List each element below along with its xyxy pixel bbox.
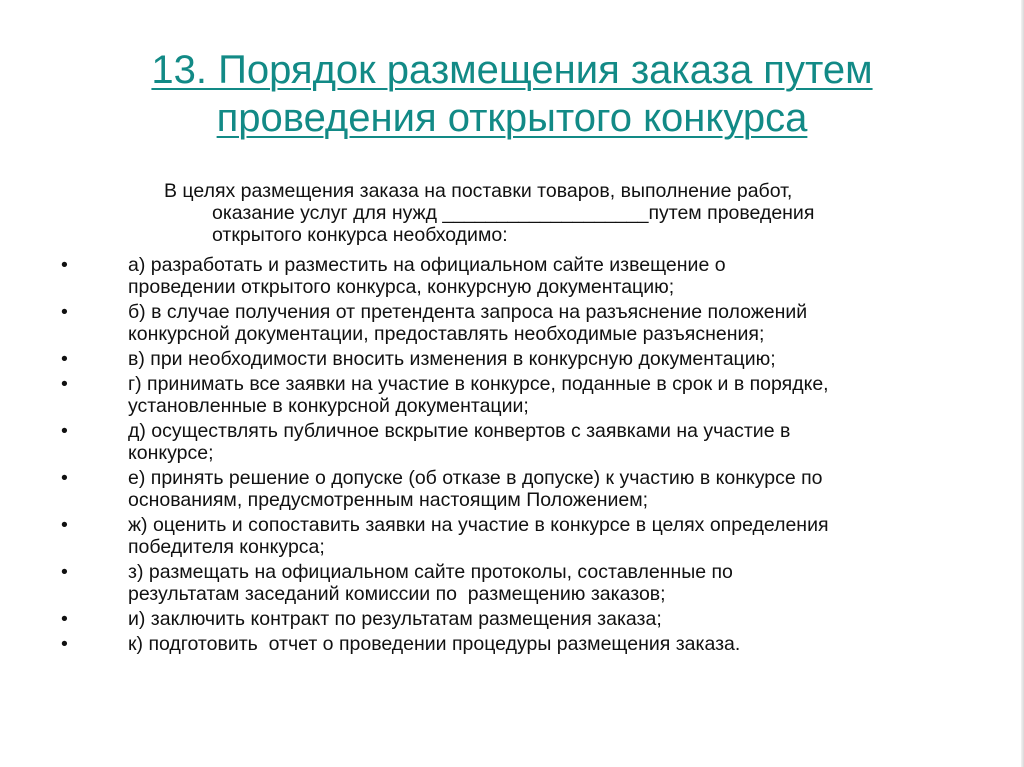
bullet-list xyxy=(0,254,1024,658)
list-item xyxy=(0,514,1024,558)
list-item xyxy=(0,467,1024,511)
list-item-line: з) размещать на официальном сайте протоколы, составленные по xyxy=(128,561,733,583)
list-item-text xyxy=(128,467,978,511)
bullet-icon: • xyxy=(61,514,68,536)
list-item-line: б) в случае получения от претендента запроса на разъяснение положений xyxy=(128,301,808,323)
list-item-line: основаниям, предусмотренным настоящим Положением; xyxy=(128,489,649,511)
list-item-text xyxy=(128,254,978,298)
list-item xyxy=(0,373,1024,417)
title-line-1: 13. Порядок размещения заказа путем xyxy=(151,48,873,92)
list-item-line: установленные в конкурсной документации; xyxy=(128,395,529,417)
list-item xyxy=(0,348,1024,370)
list-item xyxy=(0,420,1024,464)
list-item-text xyxy=(128,561,978,605)
list-item-line: к) подготовить отчет о проведении процедуры размещения заказа. xyxy=(128,633,741,655)
title-line-2: проведения открытого конкурса xyxy=(216,96,808,140)
bullet-icon: • xyxy=(61,373,68,395)
list-item-line: а) разработать и разместить на официальном сайте извещение о xyxy=(128,254,726,276)
list-item-text xyxy=(128,514,978,558)
list-item-text xyxy=(128,633,978,655)
bullet-icon: • xyxy=(61,467,68,489)
bullet-icon: • xyxy=(61,348,68,370)
list-item-line: конкурсной документации, предоставлять необходимые разъяснения; xyxy=(128,323,765,345)
list-item-text xyxy=(128,420,978,464)
bullet-icon: • xyxy=(61,633,68,655)
intro-line-3: открытого конкурса необходимо: xyxy=(212,224,508,246)
list-item-line: е) принять решение о допуске (об отказе в допуске) к участию в конкурсе по xyxy=(128,467,823,489)
list-item xyxy=(0,633,1024,655)
intro-line-1: В целях размещения заказа на поставки товаров, выполнение работ, xyxy=(164,180,793,202)
list-item-line: результатам заседаний комиссии по размещению заказов; xyxy=(128,583,666,605)
slide-title xyxy=(60,46,964,142)
list-item xyxy=(0,301,1024,345)
bullet-icon: • xyxy=(61,420,68,442)
intro-line-2: оказание услуг для нужд ___________________путем проведения xyxy=(212,202,815,224)
intro-paragraph xyxy=(164,180,924,246)
list-item-text xyxy=(128,608,978,630)
bullet-icon: • xyxy=(61,254,68,276)
list-item-line: ж) оценить и сопоставить заявки на участие в конкурсе в целях определения xyxy=(128,514,829,536)
list-item-line: д) осуществлять публичное вскрытие конвертов с заявками на участие в xyxy=(128,420,791,442)
bullet-icon: • xyxy=(61,608,68,630)
list-item-line: в) при необходимости вносить изменения в конкурсную документацию; xyxy=(128,348,776,370)
list-item-line: победителя конкурса; xyxy=(128,536,325,558)
list-item-line: и) заключить контракт по результатам размещения заказа; xyxy=(128,608,662,630)
bullet-icon: • xyxy=(61,301,68,323)
bullet-icon: • xyxy=(61,561,68,583)
list-item-line: проведении открытого конкурса, конкурсную документацию; xyxy=(128,276,675,298)
list-item-line: конкурсе; xyxy=(128,442,214,464)
list-item-text xyxy=(128,301,978,345)
list-item xyxy=(0,561,1024,605)
list-item xyxy=(0,608,1024,630)
list-item-text xyxy=(128,348,978,370)
list-item-line: г) принимать все заявки на участие в конкурсе, поданные в срок и в порядке, xyxy=(128,373,829,395)
list-item xyxy=(0,254,1024,298)
list-item-text xyxy=(128,373,978,417)
